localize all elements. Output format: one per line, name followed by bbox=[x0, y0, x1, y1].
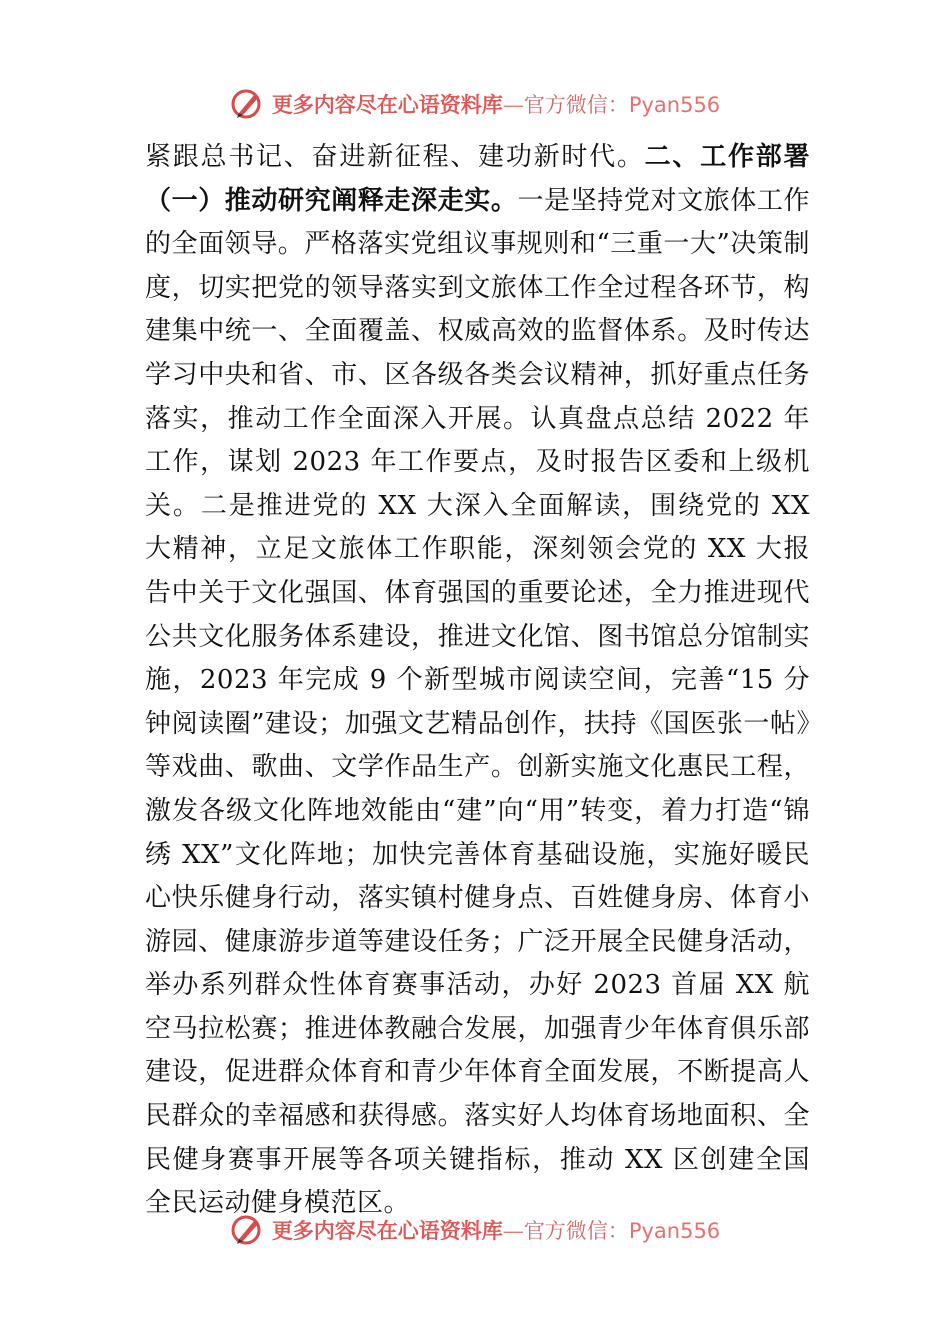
footer-banner bbox=[0, 1208, 950, 1252]
footer-banner-id: Pyan556 bbox=[628, 1219, 721, 1243]
footer-banner-main: 更多内容尽在心语资料库 bbox=[271, 1218, 503, 1243]
body-paragraph-text: 一是坚持党对文旅体工作的全面领导。严格落实党组议事规则和“三重一大”决策制度，切实把党的领导落实到文旅体工作全过程各环节，构建集中统一、全面覆盖、权威高效的监督体系。及时传达学习中央和省、市、区各级各类会议精神，抓好重点任务落实，推动工作全面深入开展。认真盘点总结 2022 年工作，谋划 2023 年工作要点，及时报告区委和上级机关。二是推进党的 XX 大深入全面解读，围绕党的 XX 大精神，立足文旅体工作职能，深刻领会党的 XX 大报告中关于文化强国、体育强国的重要论述，全力推进现代公共文化服务体系建设，推进文化馆、图书馆总分馆制实施，2023 年完成 9 个新型城市阅读空间，完善“15 分钟阅读圈”建设；加强文艺精品创作，扶持《国医张一帖》等戏曲、歌曲、文学作品生产。创新实施文化惠民工程，激发各级文化阵地效能由“建”向“用”转变，着力打造“锦绣 XX”文化阵地；加快完善体育基础设施，实施好暖民心快乐健身行动，落实镇村健身点、百姓健身房、体育小游园、健康游步道等建设任务；广泛开展全民健身活动，举办系列群众性体育赛事活动，办好 2023 首届 XX 航空马拉松赛；推进体教融合发展，加强青少年体育俱乐部建设，促进群众体育和青少年体育全面发展，不断提高人民群众的幸福感和获得感。落实好人均体育场地面积、全民健身赛事开展等各项关键指标，推动 XX 区创建全国全民运动健身模范区。 bbox=[145, 185, 810, 1219]
footer-banner-dash: — bbox=[502, 1219, 524, 1243]
body-paragraph bbox=[145, 136, 810, 1226]
pen-logo-icon bbox=[230, 1213, 264, 1247]
section-heading: 二、工作部署 bbox=[644, 142, 810, 172]
header-banner bbox=[0, 82, 950, 126]
pen-logo-icon bbox=[230, 87, 264, 121]
header-banner-main: 更多内容尽在心语资料库 bbox=[271, 92, 503, 117]
section-subheading: （一）推动研究阐释走深走实。 bbox=[145, 185, 518, 216]
footer-banner-text bbox=[272, 1215, 720, 1245]
header-banner-dash: — bbox=[502, 93, 524, 117]
header-banner-label: 官方微信： bbox=[523, 93, 629, 117]
header-banner-text bbox=[272, 89, 720, 119]
body-lead: 紧跟总书记、奋进新征程、建功新时代。 bbox=[145, 142, 645, 172]
footer-banner-label: 官方微信： bbox=[523, 1219, 629, 1243]
document-body bbox=[145, 136, 810, 1226]
header-banner-id: Pyan556 bbox=[628, 93, 721, 117]
